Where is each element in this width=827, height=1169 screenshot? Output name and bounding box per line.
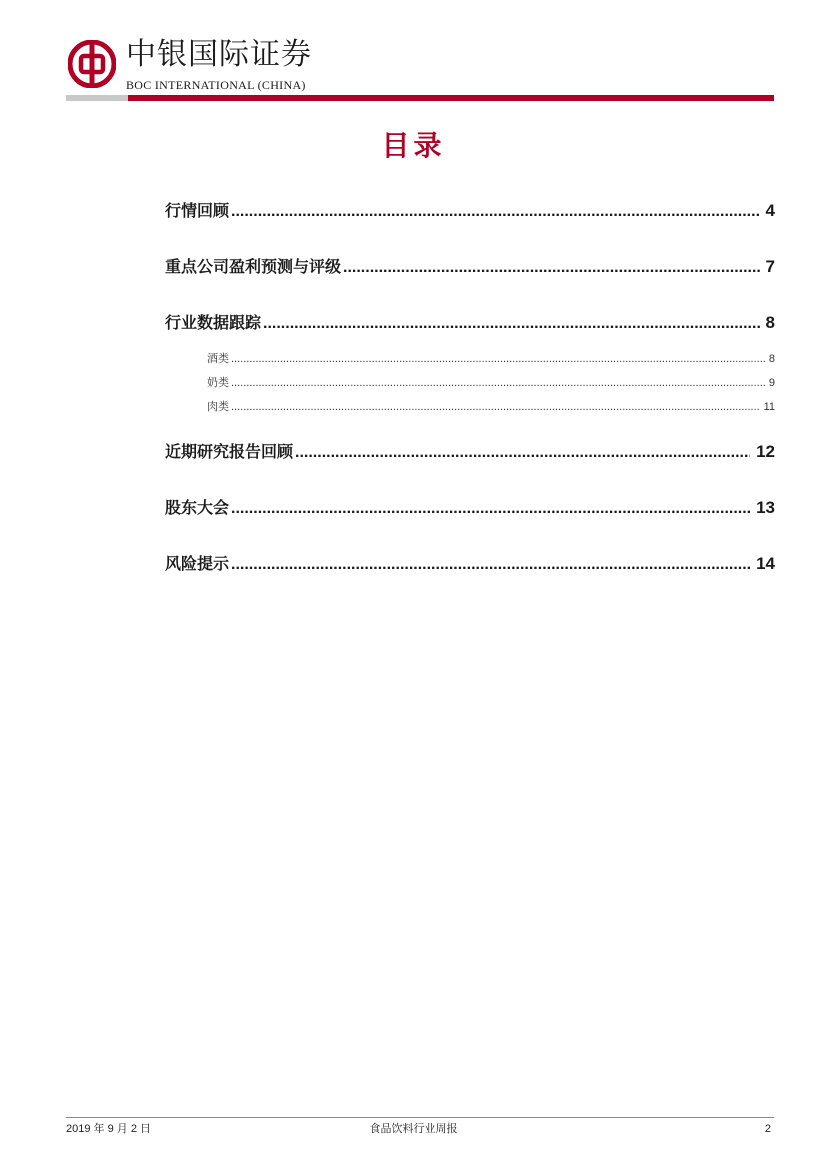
toc-title: 目录 (381, 129, 446, 162)
toc-entry-page: 9 (768, 377, 775, 389)
toc-entry-label: 股东大会 (165, 498, 230, 517)
toc-entry-label: 酒类 (207, 352, 229, 365)
toc-entry-page: 7 (765, 257, 775, 276)
toc-entry-page: 13 (756, 498, 775, 517)
toc-entry-label: 风险提示 (165, 554, 230, 573)
boc-logo-icon (68, 40, 116, 88)
footer-divider (66, 1117, 774, 1118)
toc-leader-dots (231, 377, 765, 389)
toc-subentry-liquor[interactable] (207, 350, 775, 366)
toc-entry-page: 11 (763, 401, 775, 413)
toc-entry-market-review[interactable] (165, 198, 775, 221)
toc-subentry-meat[interactable] (207, 398, 775, 414)
toc-leader-dots (231, 500, 750, 518)
toc-entry-page: 8 (765, 313, 775, 332)
toc-entry-recent-reports[interactable] (165, 439, 775, 462)
toc-entry-label: 重点公司盈利预测与评级 (165, 257, 342, 276)
toc-entry-label: 行情回顾 (165, 201, 230, 220)
toc-leader-dots (231, 556, 750, 574)
toc-entry-risk-warning[interactable] (165, 551, 775, 574)
toc-entry-label: 行业数据跟踪 (165, 313, 262, 332)
footer-date: 2019 年 9 月 2 日 (66, 1123, 151, 1135)
toc-entry-page: 14 (756, 554, 775, 573)
toc-leader-dots (231, 353, 765, 365)
toc-entry-industry-data[interactable] (165, 310, 775, 333)
toc-subentry-dairy[interactable] (207, 374, 775, 390)
toc-entry-shareholder-meetings[interactable] (165, 495, 775, 518)
footer-report-name: 食品饮料行业周报 (369, 1122, 458, 1135)
toc-entry-label: 肉类 (207, 400, 229, 413)
toc-entry-label: 近期研究报告回顾 (165, 442, 294, 461)
toc-entry-page: 4 (765, 201, 775, 220)
header-divider (66, 95, 774, 101)
brand-name-english: BOC INTERNATIONAL (CHINA) (126, 78, 306, 92)
toc-entry-page: 8 (768, 353, 775, 365)
toc-leader-dots (231, 401, 760, 413)
toc-entry-page: 12 (756, 442, 775, 461)
toc-leader-dots (343, 259, 760, 277)
toc-leader-dots (295, 444, 750, 462)
footer-page-number: 2 (764, 1123, 771, 1135)
toc-leader-dots (263, 315, 760, 333)
toc-leader-dots (231, 203, 760, 221)
brand-name-chinese: 中银国际证券 (126, 37, 312, 72)
toc-entry-label: 奶类 (207, 376, 229, 389)
toc-entry-earnings-forecast[interactable] (165, 254, 775, 277)
